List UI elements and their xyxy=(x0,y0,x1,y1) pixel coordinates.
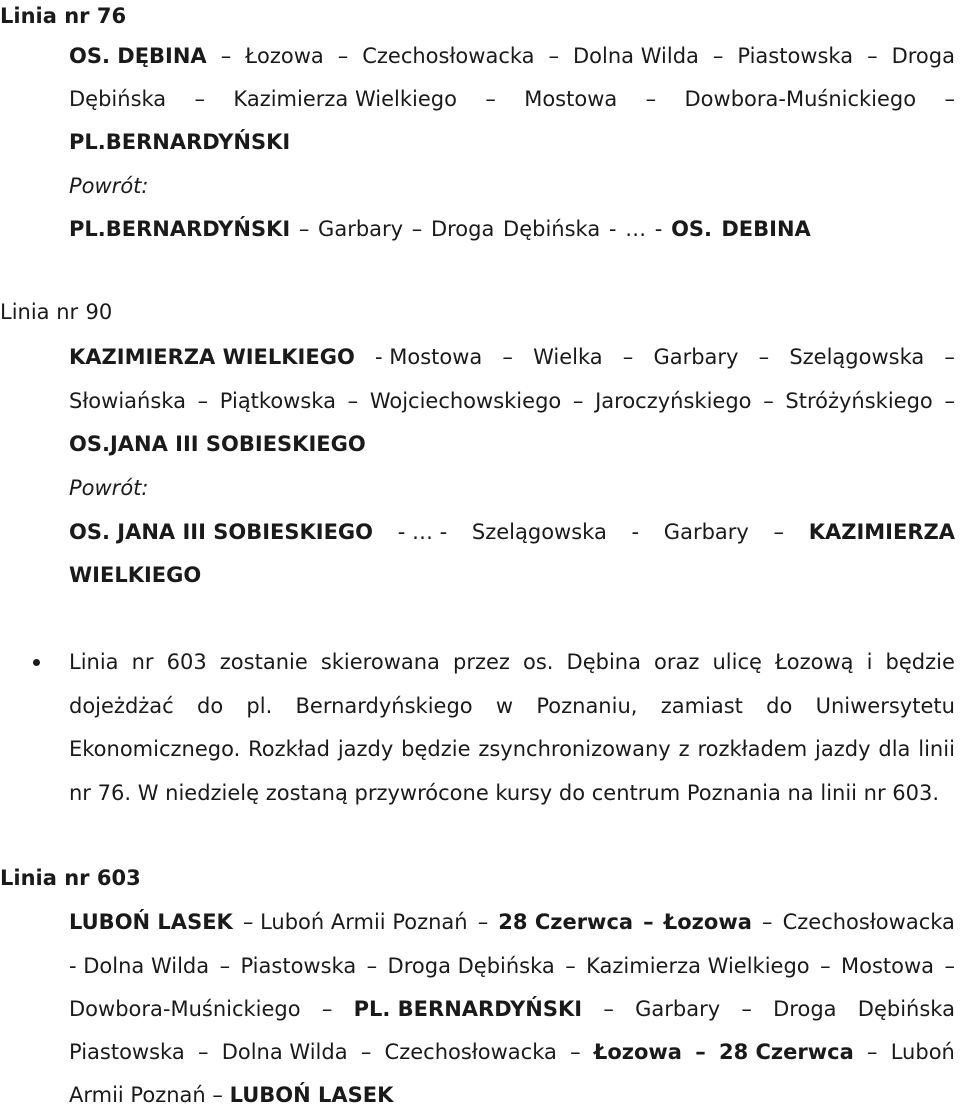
line-76-title-text: Linia nr 76 xyxy=(0,4,127,28)
dash: – xyxy=(866,1040,878,1064)
line-76-return-label-row xyxy=(69,172,955,200)
notice-text: nr 76. W niedzielę zostaną przywrócone kursy do centrum Poznania na linii nr 603. xyxy=(69,781,940,805)
notice-word: będzie xyxy=(401,737,471,761)
line-90-title-number: 90 xyxy=(85,300,113,324)
dash: – xyxy=(194,87,206,111)
dash: – xyxy=(548,44,560,68)
stop-wielka: Wielka xyxy=(533,345,603,369)
stop-pl-bernardynski: PL. BERNARDYŃSKI xyxy=(353,997,583,1021)
dash: – xyxy=(366,954,378,978)
stop-piatkowska: Piątkowska xyxy=(219,389,336,413)
stop-szelagowska: Szelągowska xyxy=(789,345,925,369)
notice-row-4 xyxy=(69,779,955,807)
stop-wojciechowskiego: Wojciechowskiego xyxy=(369,389,562,413)
dash: – xyxy=(643,910,654,934)
stop-dowbora-musnickiego: Dowbora-Muśnickiego xyxy=(684,87,917,111)
notice-word: z xyxy=(678,737,690,761)
dash: – xyxy=(219,954,231,978)
dash: - xyxy=(631,520,640,544)
stop-debinska: Dębińska xyxy=(69,87,167,111)
notice-row-1 xyxy=(69,648,955,676)
line-90-title-prefix: Linia nr xyxy=(0,300,79,324)
dash: – xyxy=(867,44,878,68)
line-90-return-row-2 xyxy=(69,561,955,589)
notice-word: pl. xyxy=(246,694,273,718)
stop-kazimierza: KAZIMIERZA xyxy=(808,520,955,544)
stop-lubon-lasek: LUBOŃ LASEK xyxy=(229,1083,394,1107)
notice-word: skierowana xyxy=(320,650,440,674)
notice-word: do xyxy=(196,694,224,718)
notice-word: Bernardyńskiego xyxy=(295,694,473,718)
stop-mostowa: Mostowa xyxy=(524,87,618,111)
notice-row-2 xyxy=(69,692,955,720)
dash: – xyxy=(763,389,774,413)
stop-kazimierza-wielkiego: Kazimierza Wielkiego xyxy=(586,954,810,978)
notice-word: Dębina xyxy=(566,650,641,674)
stop-wielkiego: WIELKIEGO xyxy=(69,563,202,587)
line-76-title xyxy=(0,4,126,28)
stop-garbary: Garbary xyxy=(318,217,404,241)
line-603-title-number: 603 xyxy=(96,866,141,890)
notice-word: dojeżdżać xyxy=(69,694,174,718)
stop-szelagowska: Szelągowska xyxy=(471,520,607,544)
dash: – xyxy=(820,954,831,978)
stop-lubon: Luboń xyxy=(890,1040,955,1064)
line-90-outbound-row-2 xyxy=(69,387,955,415)
stop-os-debina: OS. DEBINA xyxy=(671,217,811,241)
line-90-title xyxy=(0,300,112,324)
stop-kazimierza-wielkiego: KAZIMIERZA WIELKIEGO xyxy=(69,345,355,369)
notice-word: zamiast xyxy=(660,694,743,718)
stop-garbary: Garbary xyxy=(653,345,739,369)
dash: – xyxy=(321,997,333,1021)
dash: – xyxy=(347,389,359,413)
notice-word: przez xyxy=(453,650,510,674)
dash: – xyxy=(944,954,955,978)
dash: – xyxy=(944,389,955,413)
notice-word: Linia xyxy=(69,650,119,674)
stop-os-jana-iii-sobieskiego: OS.JANA III SOBIESKIEGO xyxy=(69,432,366,456)
stop-droga-debinska: Droga Dębińska - … - xyxy=(430,217,663,241)
stop-garbary: Garbary xyxy=(663,520,749,544)
line-603-title-prefix: Linia nr xyxy=(0,866,90,890)
stop-28-czerwca: 28 Czerwca xyxy=(498,910,634,934)
line-76-outbound-row-2 xyxy=(69,85,955,113)
return-label: Powrót: xyxy=(69,476,149,500)
ellipsis-separator: - … - xyxy=(397,520,448,544)
dash: – xyxy=(762,910,773,934)
stop-lozowa: Łozowa xyxy=(663,910,752,934)
stop-mostowa: - Mostowa xyxy=(374,345,483,369)
stop-jaroczynskiego: Jaroczyńskiego xyxy=(595,389,752,413)
stop-28-czerwca: 28 Czerwca xyxy=(718,1040,854,1064)
line-76-outbound-row-1 xyxy=(69,42,955,70)
dash: – xyxy=(758,345,770,369)
notice-word: rozkładem xyxy=(697,737,808,761)
stop-pl-bernardynski: PL.BERNARDYŃSKI xyxy=(69,217,291,241)
notice-word: zostanie xyxy=(219,650,308,674)
line-90-outbound-row-1 xyxy=(69,343,955,371)
stop-armii-poznan: Armii Poznań – xyxy=(69,1083,223,1107)
stop-piastowska: Piastowska xyxy=(69,1040,185,1064)
stop-czechoslowacka: Czechosłowacka xyxy=(362,44,535,68)
stop-os-debina: OS. DĘBINA xyxy=(69,44,207,68)
dash: – xyxy=(712,44,724,68)
stop-dolna-wilda: Dolna Wilda xyxy=(221,1040,348,1064)
notice-word: ulicę xyxy=(712,650,762,674)
stop-droga-debinska: Droga Dębińska xyxy=(387,954,555,978)
notice-word: nr xyxy=(131,650,154,674)
dash: – xyxy=(741,997,752,1021)
line-603-row-1 xyxy=(69,908,955,936)
dash: – xyxy=(622,345,634,369)
dash: – xyxy=(695,1040,706,1064)
stop-slowianska: Słowiańska xyxy=(69,389,186,413)
notice-word: 603 xyxy=(166,650,207,674)
dash: – xyxy=(411,217,423,241)
notice-word: będzie xyxy=(885,650,955,674)
stop-dowbora-musnickiego: Dowbora-Muśnickiego xyxy=(69,997,301,1021)
line-76-outbound-row-3 xyxy=(69,128,955,156)
dash: – xyxy=(773,520,785,544)
notice-word: Poznaniu, xyxy=(536,694,638,718)
notice-word: os. xyxy=(523,650,554,674)
dash: – xyxy=(485,87,496,111)
dash: – xyxy=(337,44,349,68)
notice-row-3 xyxy=(69,735,955,763)
stop-droga: Droga xyxy=(773,997,837,1021)
stop-piastowska: Piastowska xyxy=(737,44,854,68)
line-90-return-label-row xyxy=(69,474,955,502)
dash: – xyxy=(572,389,584,413)
line-603-row-2 xyxy=(69,952,955,980)
stop-debinska: Dębińska xyxy=(857,997,955,1021)
stop-czechoslowacka: Czechosłowacka xyxy=(384,1040,557,1064)
dash: – xyxy=(220,44,232,68)
stop-kazimierza-wielkiego: Kazimierza Wielkiego xyxy=(233,87,457,111)
return-label: Powrót: xyxy=(69,174,149,198)
dash: – xyxy=(944,345,955,369)
notice-word: Uniwersytetu xyxy=(815,694,955,718)
stop-lubon-armii-poznan: – Luboń Armii Poznań xyxy=(242,910,468,934)
notice-word: do xyxy=(766,694,793,718)
notice-word: jazdy xyxy=(815,737,871,761)
line-603-row-3 xyxy=(69,995,955,1023)
notice-word: oraz xyxy=(654,650,700,674)
stop-lozowa: Łozowa xyxy=(593,1040,682,1064)
dash: – xyxy=(197,1040,209,1064)
stop-pl-bernardynski: PL.BERNARDYŃSKI xyxy=(69,130,291,154)
dash: – xyxy=(944,87,955,111)
notice-word: w xyxy=(495,694,514,718)
dash: – xyxy=(502,345,513,369)
dash: – xyxy=(645,87,657,111)
stop-garbary: Garbary xyxy=(635,997,721,1021)
notice-word: zsynchronizowany xyxy=(478,737,671,761)
notice-word: jazdy xyxy=(337,737,394,761)
line-603-row-4 xyxy=(69,1038,955,1066)
dash: – xyxy=(477,910,489,934)
stop-dolna-wilda: Dolna Wilda xyxy=(573,44,699,68)
stop-lozowa: Łozowa xyxy=(245,44,324,68)
stop-piastowska: Piastowska xyxy=(240,954,357,978)
line-76-return-row-1 xyxy=(69,215,955,243)
notice-word: Rozkład xyxy=(248,737,330,761)
notice-word: i xyxy=(866,650,873,674)
dash: – xyxy=(570,1040,581,1064)
dash: – xyxy=(565,954,576,978)
dash: – xyxy=(360,1040,372,1064)
dash: – xyxy=(197,389,209,413)
stop-czechoslowacka: Czechosłowacka xyxy=(782,910,955,934)
notice-word: Łozową xyxy=(774,650,854,674)
notice-word: dla xyxy=(878,737,911,761)
stop-os-jana-iii-sobieskiego: OS. JANA III SOBIESKIEGO xyxy=(69,520,374,544)
line-90-outbound-row-3 xyxy=(69,430,955,458)
stop-dolna-wilda: - Dolna Wilda xyxy=(69,954,210,978)
dash: – xyxy=(603,997,614,1021)
notice-word: linii xyxy=(918,737,955,761)
line-603-title xyxy=(0,866,141,890)
notice-word: Ekonomicznego. xyxy=(69,737,241,761)
stop-mostowa: Mostowa xyxy=(841,954,935,978)
bullet-icon xyxy=(33,659,40,666)
line-90-return-row-1 xyxy=(69,518,955,546)
stop-droga: Droga xyxy=(891,44,955,68)
dash: – xyxy=(298,217,310,241)
stop-lubon-lasek: LUBOŃ LASEK xyxy=(69,910,233,934)
stop-strozynskiego: Stróżyńskiego xyxy=(785,389,933,413)
